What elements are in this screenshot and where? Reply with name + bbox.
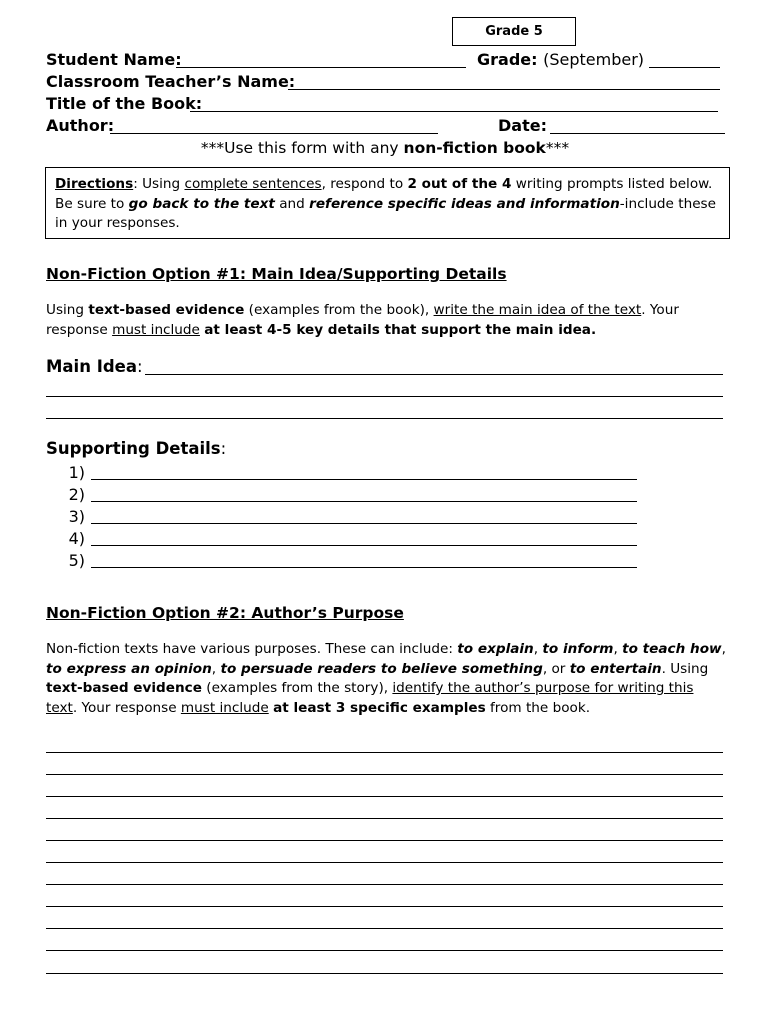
response-line-10[interactable] — [46, 950, 723, 951]
author-label: Author: — [46, 116, 115, 135]
detail-line-3[interactable] — [91, 523, 637, 524]
grade-label-group — [477, 50, 644, 69]
directions-box: Directions: Using complete sentences, respond to 2 out of the 4 writing prompts listed below. Be sure to go back to the text and reference specific ideas and information-include these in your responses. — [45, 167, 730, 239]
option2-instructions: Non-fiction texts have various purposes. These can include: to explain, to inform, to teach how, to express an opinion, to persuade readers to believe something, or to entertain. Using text-based evidence (examples from the story), identify the author’s purpose for writing this text. Your response must include at least 3 specific examples from the book. — [46, 641, 726, 716]
detail-number-4: 4) — [68, 529, 85, 548]
response-line-2[interactable] — [46, 774, 723, 775]
book-title-label: Title of the Book: — [46, 94, 203, 113]
response-line-5[interactable] — [46, 840, 723, 841]
grade-label: Grade: — [477, 50, 538, 69]
book-title-line[interactable] — [190, 111, 718, 112]
option1-title: Non-Fiction Option #1: Main Idea/Supporting Details — [46, 265, 507, 283]
student-name-line[interactable] — [176, 67, 466, 68]
teacher-name-line[interactable] — [288, 89, 720, 90]
main-idea-line-2[interactable] — [46, 396, 723, 397]
main-idea-label: Main Idea: — [46, 357, 143, 376]
response-line-7[interactable] — [46, 884, 723, 885]
date-label: Date: — [498, 116, 547, 135]
student-name-label: Student Name: — [46, 50, 182, 69]
response-line-6[interactable] — [46, 862, 723, 863]
teacher-name-label: Classroom Teacher’s Name: — [46, 72, 296, 91]
detail-line-2[interactable] — [91, 501, 637, 502]
response-line-9[interactable] — [46, 928, 723, 929]
detail-line-1[interactable] — [91, 479, 637, 480]
main-idea-line-3[interactable] — [46, 418, 723, 419]
detail-number-5: 5) — [68, 551, 85, 570]
response-line-1[interactable] — [46, 752, 723, 753]
grade-box: Grade 5 — [452, 17, 576, 46]
author-line[interactable] — [110, 133, 438, 134]
detail-line-4[interactable] — [91, 545, 637, 546]
detail-number-2: 2) — [68, 485, 85, 504]
date-line[interactable] — [550, 133, 725, 134]
grade-value: (September) — [543, 50, 645, 69]
option2-title: Non-Fiction Option #2: Author’s Purpose — [46, 604, 404, 622]
detail-number-3: 3) — [68, 507, 85, 526]
response-line-4[interactable] — [46, 818, 723, 819]
supporting-details-label: Supporting Details: — [46, 439, 227, 458]
main-idea-line-1[interactable] — [145, 374, 723, 375]
option1-instructions: Using text-based evidence (examples from the book), write the main idea of the text. Your response must include at least 4-5 key details that support the main idea. — [46, 302, 679, 338]
grade-line[interactable] — [649, 67, 720, 68]
form-note: ***Use this form with any non-fiction book*** — [200, 139, 570, 157]
response-line-11[interactable] — [46, 973, 723, 974]
response-line-3[interactable] — [46, 796, 723, 797]
response-line-8[interactable] — [46, 906, 723, 907]
detail-number-1: 1) — [68, 463, 85, 482]
detail-line-5[interactable] — [91, 567, 637, 568]
